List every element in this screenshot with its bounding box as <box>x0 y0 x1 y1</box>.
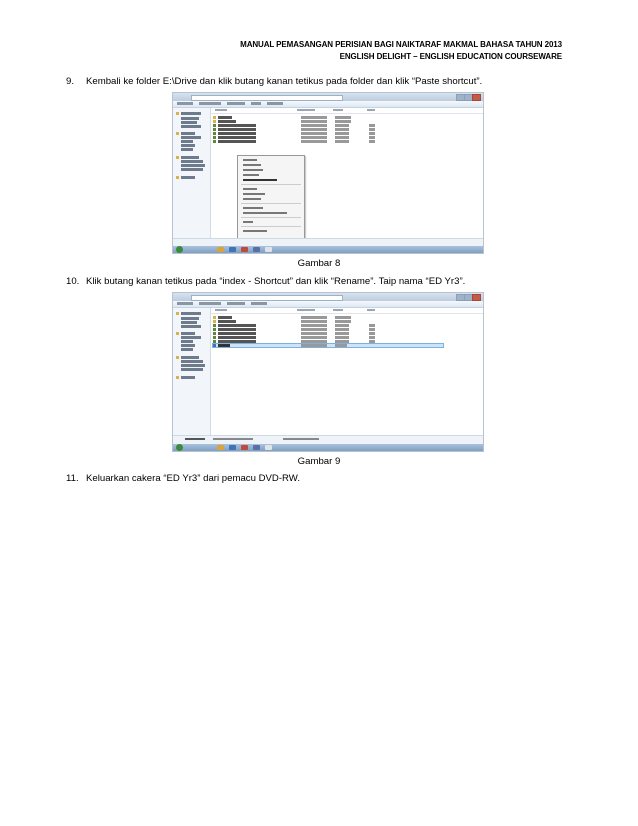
close-icon <box>472 94 481 101</box>
column-header <box>211 108 483 114</box>
step-10 <box>66 276 465 287</box>
navigation-pane <box>173 108 211 239</box>
file-row <box>213 136 443 139</box>
context-menu <box>237 155 305 245</box>
file-row <box>213 316 443 319</box>
file-row <box>213 124 443 127</box>
step-number: 9. <box>66 76 75 87</box>
step-text: Kembali ke folder E:\Drive dan klik butang kanan tetikus pada folder dan klik “Paste shortcut”. <box>86 76 483 87</box>
step-9 <box>66 76 482 87</box>
status-bar <box>173 238 483 246</box>
file-row <box>213 320 443 323</box>
step-text: Klik butang kanan tetikus pada “index - Shortcut” dan klik “Rename”. Taip nama “ED Yr3”. <box>86 276 466 287</box>
start-button-icon <box>176 444 183 451</box>
file-row-selected <box>213 344 443 347</box>
explorer-toolbar <box>173 301 483 308</box>
step-number: 10. <box>66 276 80 287</box>
file-row <box>213 340 443 343</box>
file-row <box>213 120 443 123</box>
navigation-pane <box>173 308 211 437</box>
figure-caption: Gambar 8 <box>297 258 341 269</box>
figure-caption: Gambar 9 <box>297 456 341 467</box>
document-header-title: MANUAL PEMASANGAN PERISIAN BAGI NAIKTARAF MAKMAL BAHASA TAHUN 2013 <box>240 40 562 49</box>
screenshot-explorer-paste-shortcut <box>172 92 484 254</box>
screenshot-explorer-rename <box>172 292 484 452</box>
file-row <box>213 336 443 339</box>
start-button-icon <box>176 246 183 253</box>
document-header-subtitle: ENGLISH DELIGHT – ENGLISH EDUCATION COURSEWARE <box>339 52 562 61</box>
windows-taskbar <box>173 444 483 451</box>
file-row <box>213 128 443 131</box>
file-row <box>213 140 443 143</box>
window-titlebar <box>173 293 483 301</box>
file-row <box>213 328 443 331</box>
window-titlebar <box>173 93 483 101</box>
file-row <box>213 332 443 335</box>
step-text: Keluarkan cakera “ED Yr3” dari pemacu DVD-RW. <box>86 473 300 484</box>
file-row <box>213 132 443 135</box>
column-header <box>211 308 483 314</box>
file-row <box>213 116 443 119</box>
status-bar <box>173 435 483 444</box>
windows-taskbar <box>173 246 483 253</box>
file-row <box>213 324 443 327</box>
close-icon <box>472 294 481 301</box>
explorer-toolbar <box>173 101 483 108</box>
step-number: 11. <box>66 473 79 484</box>
step-11 <box>66 473 300 484</box>
